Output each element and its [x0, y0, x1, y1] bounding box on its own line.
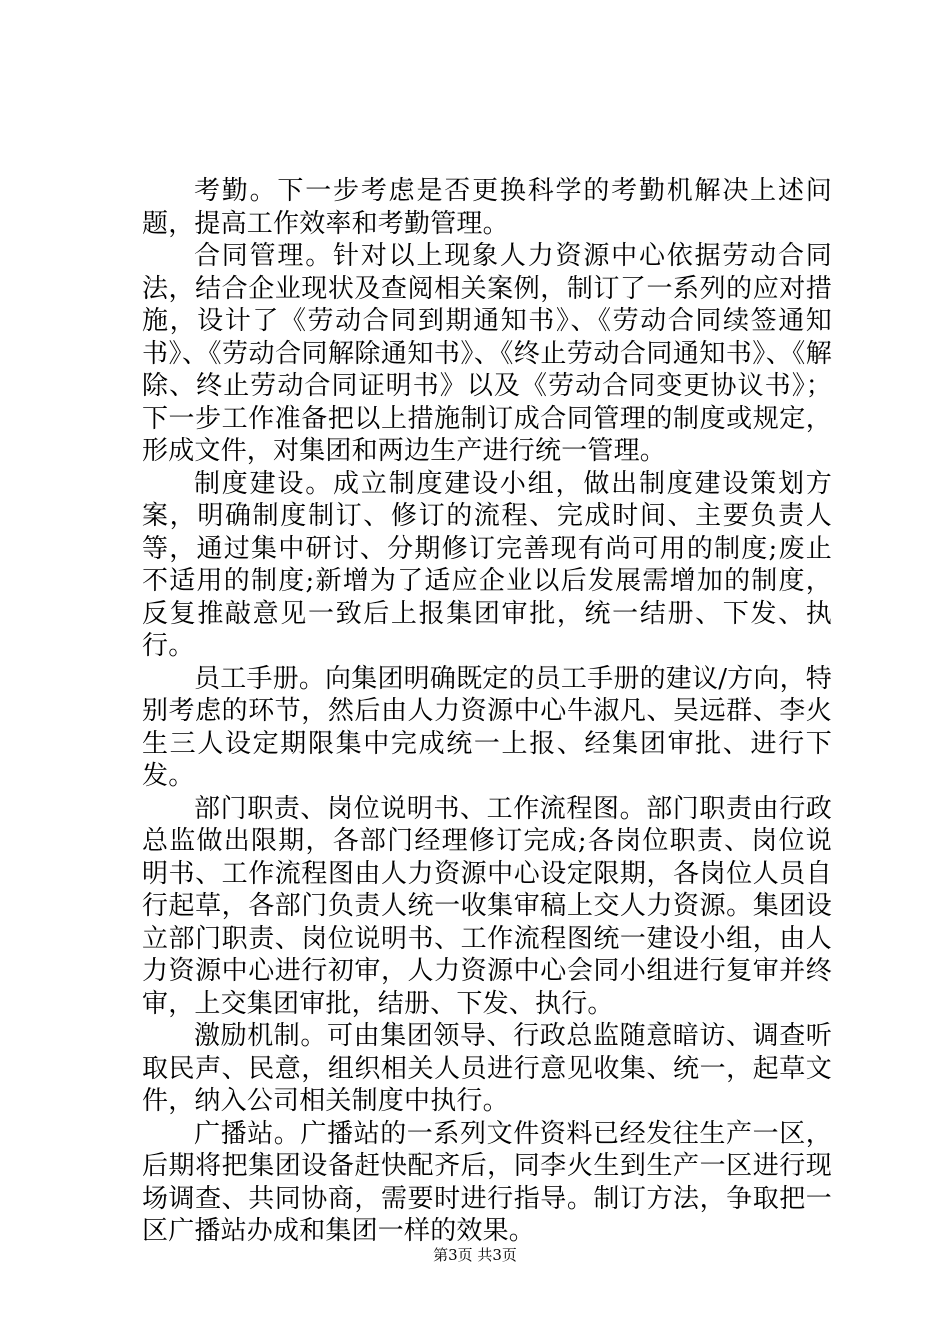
paragraph-attendance: 考勤。下一步考虑是否更换科学的考勤机解决上述问题，提高工作效率和考勤管理。: [142, 176, 832, 239]
paragraph-contract-management: 合同管理。针对以上现象人力资源中心依据劳动合同法，结合企业现状及查阅相关案例，制订了一系列的应对措施，设计了《劳动合同到期通知书》、《劳动合同续签通知书》、《劳动合同解除通知书》、《终止劳动合同通知书》、《解除、终止劳动合同证明书》以及《劳动合同变更协议书》；下一步工作准备把以上措施制订成合同管理的制度或规定，形成文件，对集团和两边生产进行统一管理。: [142, 241, 832, 466]
paragraph-employee-handbook: 员工手册。向集团明确既定的员工手册的建议/方向，特别考虑的环节，然后由人力资源中心牛淑凡、吴远群、李火生三人设定期限集中完成统一上报、经集团审批、进行下发。: [142, 663, 832, 791]
paragraph-incentive-mechanism: 激励机制。可由集团领导、行政总监随意暗访、调查听取民声、民意，组织相关人员进行意见收集、统一，起草文件，纳入公司相关制度中执行。: [142, 1021, 832, 1116]
paragraph-broadcast-station: 广播站。广播站的一系列文件资料已经发往生产一区，后期将把集团设备赶快配齐后，同李火生到生产一区进行现场调查、共同协商，需要时进行指导。制订方法，争取把一区广播站办成和集团一样的效果。: [142, 1118, 832, 1246]
page-number: 第3页 共3页: [433, 1246, 517, 1264]
paragraph-system-building: 制度建设。成立制度建设小组，做出制度建设策划方案，明确制度制订、修订的流程、完成时间、主要负责人等，通过集中研讨、分期修订完善现有尚可用的制度;废止不适用的制度;新增为了适应企业以后发展需增加的制度，反复推敲意见一致后上报集团审批，统一结册、下发、执行。: [142, 468, 832, 661]
page-footer: [0, 1245, 950, 1265]
document-body: [142, 175, 832, 1248]
paragraph-department-duties: 部门职责、岗位说明书、工作流程图。部门职责由行政总监做出限期，各部门经理修订完成;各岗位职责、岗位说明书、工作流程图由人力资源中心设定限期，各岗位人员自行起草，各部门负责人统一收集审稿上交人力资源。集团设立部门职责、岗位说明书、工作流程图统一建设小组，由人力资源中心进行初审，人力资源中心会同小组进行复审并终审，上交集团审批，结册、下发、执行。: [142, 793, 832, 1019]
